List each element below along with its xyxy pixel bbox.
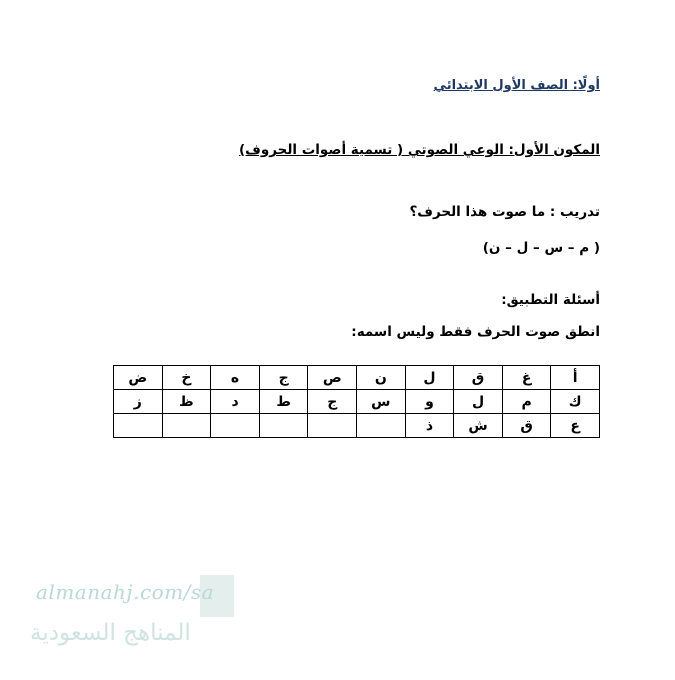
letter-cell-empty	[162, 414, 211, 438]
training-label: تدريب : ما صوت هذا الحرف؟	[409, 204, 600, 220]
letter-cell-empty	[308, 414, 357, 438]
letter-cell: د	[211, 390, 260, 414]
letter-cell: أ	[551, 366, 600, 390]
component-heading: المكون الأول: الوعي الصوتي ( تسمية أصوات الحروف)	[238, 142, 600, 158]
table-row	[114, 366, 600, 390]
letter-cell: ط	[259, 390, 308, 414]
letter-cell: ك	[551, 390, 600, 414]
letter-cell: ص	[308, 366, 357, 390]
letters-table	[113, 365, 600, 438]
letters-table-container	[113, 365, 600, 438]
letter-cell: ج	[308, 390, 357, 414]
letter-cell: ج	[259, 366, 308, 390]
letters-table-body	[114, 366, 600, 438]
letter-cell: ض	[114, 366, 163, 390]
letter-cell: ذ	[405, 414, 454, 438]
letter-cell: غ	[502, 366, 551, 390]
letter-cell: س	[357, 390, 406, 414]
letter-cell-empty	[259, 414, 308, 438]
letter-cell-empty	[114, 414, 163, 438]
letter-cell: ظ	[162, 390, 211, 414]
letter-cell-empty	[211, 414, 260, 438]
letter-cell: ش	[454, 414, 503, 438]
letter-cell: خ	[162, 366, 211, 390]
page-title: أولًا: الصف الأول الابتدائي	[433, 78, 600, 93]
letter-cell: ه	[211, 366, 260, 390]
instruction-text: انطق صوت الحرف فقط وليس اسمه:	[351, 324, 600, 340]
letter-cell: ق	[502, 414, 551, 438]
letter-cell: ع	[551, 414, 600, 438]
training-letters: ( م – س – ل – ن)	[482, 240, 600, 256]
letter-cell: م	[502, 390, 551, 414]
letter-cell-empty	[357, 414, 406, 438]
watermark-arabic: المناهج السعودية	[30, 620, 191, 646]
letter-cell: و	[405, 390, 454, 414]
letter-cell: ل	[454, 390, 503, 414]
letter-cell: ل	[405, 366, 454, 390]
table-row	[114, 414, 600, 438]
apply-questions-label: أسئلة التطبيق:	[501, 292, 600, 308]
watermark-site: almanahj.com/sa	[36, 580, 215, 604]
letter-cell: ن	[357, 366, 406, 390]
table-row	[114, 390, 600, 414]
letter-cell: ز	[114, 390, 163, 414]
letter-cell: ق	[454, 366, 503, 390]
